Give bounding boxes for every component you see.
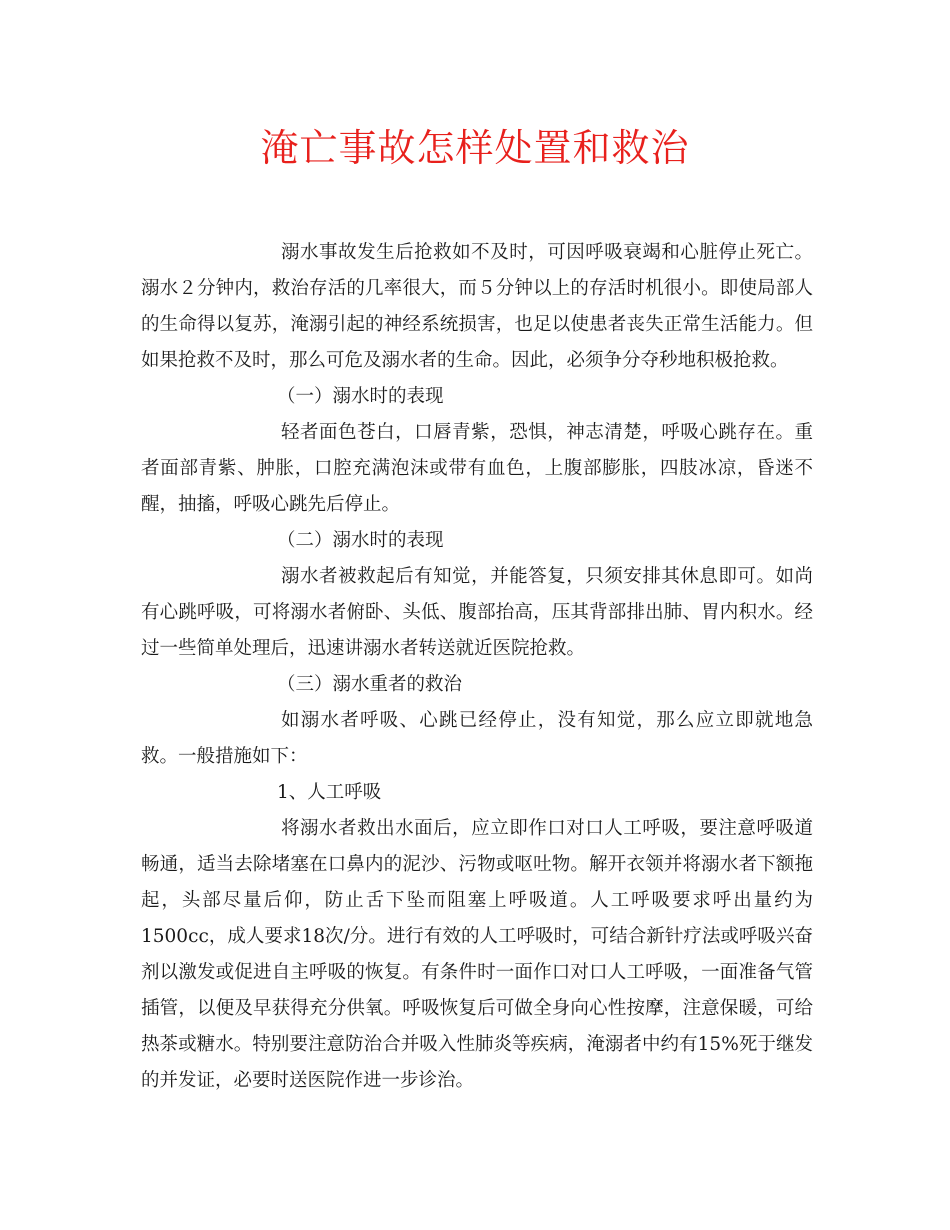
paragraph-severe-intro: 如溺水者呼吸、心跳已经停止，没有知觉，那么应立即就地急救。一般措施如下： bbox=[141, 710, 813, 767]
section-heading-2: （二）溺水时的表现 bbox=[277, 530, 444, 551]
page-title: 淹亡事故怎样处置和救治 bbox=[260, 126, 690, 170]
section-heading-1: （一）溺水时的表现 bbox=[277, 386, 444, 407]
paragraph-mild-care: 溺水者被救起后有知觉，并能答复，只须安排其休息即可。如尚有心跳呼吸，可将溺水者俯卧、头低、腹部抬高，压其背部排出肺、胃内积水。经过一些简单处理后，迅速讲溺水者转送就近医院抢救。 bbox=[141, 566, 813, 659]
section-heading-3: （三）溺水重者的救治 bbox=[277, 674, 463, 695]
subsection-heading-1: 1、人工呼吸 bbox=[277, 782, 382, 803]
paragraph-symptoms: 轻者面色苍白，口唇青紫，恐惧，神志清楚，呼吸心跳存在。重者面部青紫、肿胀，口腔充满泡沫或带有血色，上腹部膨胀，四肢冰凉，昏迷不醒，抽搐，呼吸心跳先后停止。 bbox=[141, 422, 813, 515]
paragraph-artificial-respiration: 将溺水者救出水面后，应立即作口对口人工呼吸，要注意呼吸道畅通，适当去除堵塞在口鼻内的泥沙、污物或呕吐物。解开衣领并将溺水者下额拖起，头部尽量后仰，防止舌下坠而阻塞上呼吸道。人工呼吸要求呼出量约为1500cc，成人要求18次/分。进行有效的人工呼吸时，可结合新针疗法或呼吸兴奋剂以激发或促进自主呼吸的恢复。有条件时一面作口对口人工呼吸，一面准备气管插管，以便及早获得充分供氧。呼吸恢复后可做全身向心性按摩，注意保暖，可给热茶或糖水。特别要注意防治合并吸入性肺炎等疾病，淹溺者中约有15%死于继发的并发证，必要时送医院作进一步诊治。 bbox=[141, 818, 813, 1091]
paragraph-intro: 溺水事故发生后抢救如不及时，可因呼吸衰竭和心脏停止死亡。溺水２分钟内，救治存活的几率很大，而５分钟以上的存活时机很小。即使局部人的生命得以复苏，淹溺引起的神经系统损害，也足以使患者丧失正常生活能力。但如果抢救不及时，那么可危及溺水者的生命。因此，必须争分夺秒地积极抢救。 bbox=[141, 242, 813, 371]
document-body bbox=[141, 235, 813, 1099]
